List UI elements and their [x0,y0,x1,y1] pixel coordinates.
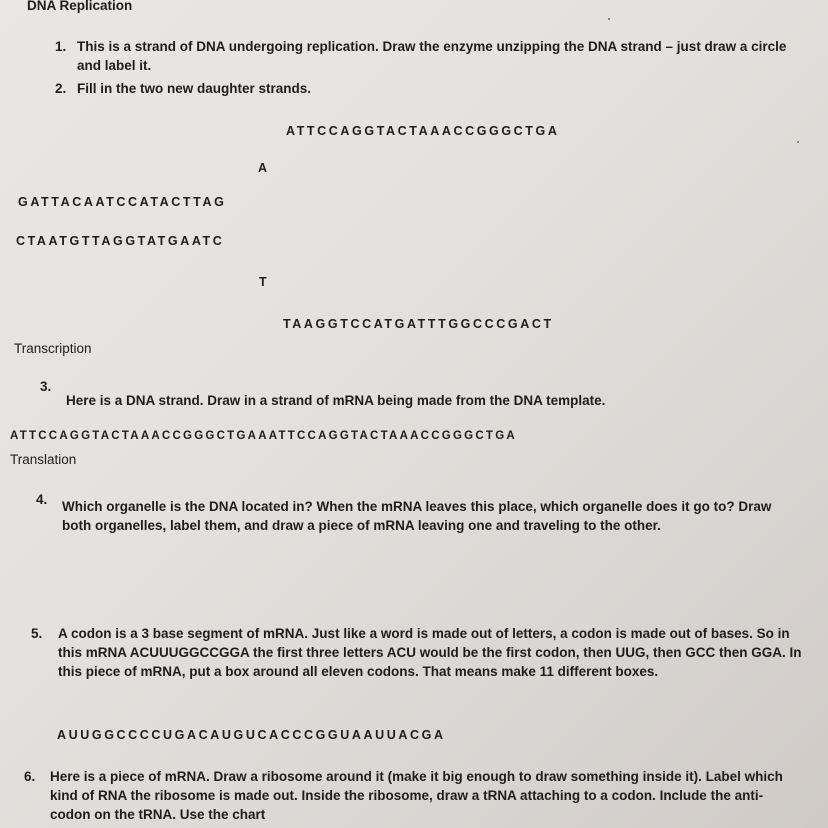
dna-left-strand-2: CTAATGTTAGGTATGAATC [16,234,225,248]
q5-mrna-strand: AUUGGCCCCUGACAUGUCACCCGGUAAUUACGA [57,728,446,742]
q5-text: A codon is a 3 base segment of mRNA. Just like a word is made out of letters, a codon is made out of bases. So in this mRNA ACUUUGGCCGGA the first three letters ACU would be the first codon, then UUG, then GCC then GGA. In this piece of mRNA, put a box around all eleven codons. That means make 11 different boxes. [58,626,802,679]
q5-number: 5. [31,626,43,641]
q4-text: Which organelle is the DNA located in? When the mRNA leaves this place, which organelle does it go to? Draw both organelles, label them, and draw a piece of mRNA leaving one and traveling to the other. [62,499,772,533]
translation-heading: Translation [10,452,77,467]
transcription-heading: Transcription [14,341,92,356]
q1-number: 1. [55,39,67,54]
dna-left-strand-1: GATTACAATCCATACTTAG [18,195,227,209]
q6-text: Here is a piece of mRNA. Draw a ribosome around it (make it big enough to draw something inside it). Label which kind of RNA the ribosome is made out. Inside the ribosome, draw a tRNA attaching to a codon. Include the anti-codon on the tRNA. Use the chart [50,769,783,822]
dna-top-strand: ATTCCAGGTACTAAACCGGGCTGA [286,124,560,138]
q3-number: 3. [40,379,52,394]
dna-bottom-strand: TAAGGTCCATGATTTGGCCCGACT [283,317,554,331]
paper-speck [608,18,610,20]
worksheet-title: DNA Replication [27,0,133,13]
q2-number: 2. [55,81,67,96]
q2-text: Fill in the two new daughter strands. [77,81,312,96]
q6-number: 6. [24,769,36,784]
q1-text: This is a strand of DNA undergoing replication. Draw the enzyme unzipping the DNA strand – just draw a circle and label it. [77,39,787,73]
fork-top-base: A [258,161,270,175]
q3-dna-strand: ATTCCAGGTACTAAACCGGGCTGAAATTCCAGGTACTAAACCGGGCTGA [10,430,517,442]
fork-bottom-base: T [259,275,270,289]
q4-number: 4. [36,492,48,507]
q3-text: Here is a DNA strand. Draw in a strand of mRNA being made from the DNA template. [66,393,606,408]
paper-speck [797,141,799,143]
